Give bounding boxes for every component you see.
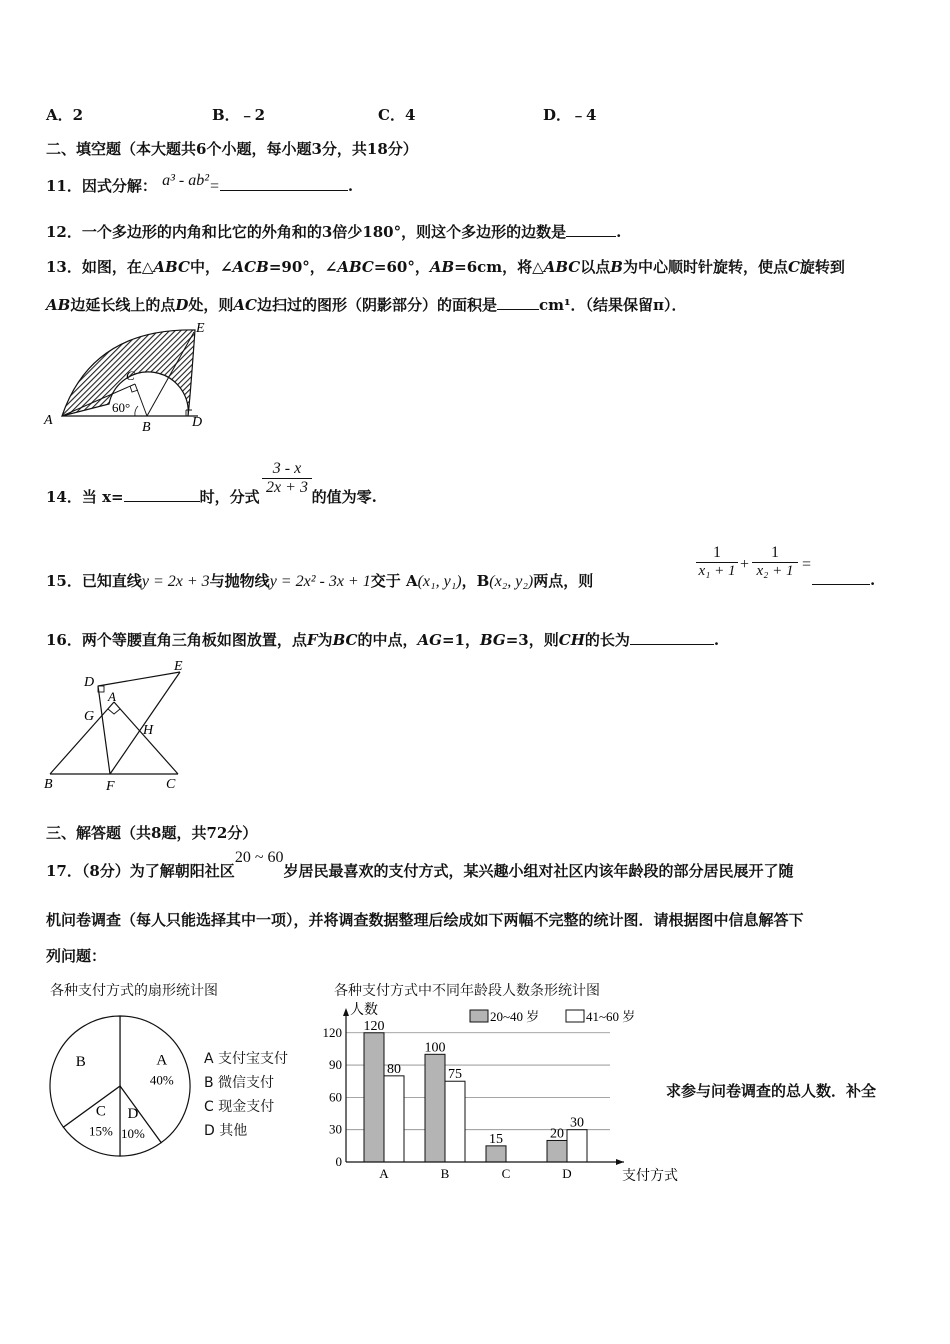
q13-line1	[46, 256, 845, 277]
pie-percent-a: 40%	[149, 1072, 174, 1088]
q13-t5: =6cm，将△	[454, 258, 544, 276]
q14-t1: 14．当 x=	[46, 488, 124, 506]
q13-ab2: AB	[46, 296, 71, 314]
y-axis-label: 人数	[350, 1003, 378, 1018]
q13-t3: =90°，∠	[268, 258, 338, 276]
pie-label-b: B	[75, 1054, 86, 1071]
q15-point-b: (x₂, y₂)	[489, 573, 534, 590]
q14-fraction	[262, 460, 312, 497]
q15-answer	[812, 570, 875, 589]
q11-text: 11．因式分解：	[46, 177, 157, 195]
q13-t4: =60°，	[373, 258, 430, 276]
q17-range: 20 ~ 60	[234, 849, 284, 866]
q15-frac2	[752, 544, 798, 580]
bar-value-label: 15	[489, 1131, 503, 1147]
legend-swatch-series1	[470, 1010, 488, 1022]
q15-answer-blank[interactable]	[812, 570, 870, 585]
bar-b-series2	[445, 1081, 465, 1162]
q17-line1	[46, 849, 794, 881]
q13-ab: AB	[429, 258, 455, 276]
option-a: A．2	[46, 106, 84, 124]
q13-c: C	[787, 258, 800, 276]
q16	[46, 629, 719, 650]
q13-b: B	[610, 258, 623, 276]
label-f: F	[106, 779, 115, 794]
label-60deg: 60°	[112, 400, 131, 415]
pie-percent-d: 10%	[121, 1125, 145, 1141]
q13-t9: 边延长线上的点	[70, 296, 176, 314]
q11-expr: a³ - ab²	[162, 172, 210, 189]
q15-t3: 交于 A	[370, 572, 418, 590]
line-de	[98, 672, 180, 686]
q13-t12: cm¹．（结果保留π）．	[538, 296, 687, 314]
pie-legend-c: C 现金支付	[204, 1099, 275, 1115]
section2-heading: 二、填空题（本大题共6个小题，每小题3分，共18分）	[46, 140, 418, 158]
q12-end: .	[616, 223, 622, 241]
pie-label-d: D	[127, 1105, 139, 1122]
label-g: G	[84, 709, 95, 724]
legend-label-series1: 20~40 岁	[490, 1009, 540, 1024]
pie-legend-d: D 其他	[204, 1123, 248, 1139]
label-a: A	[108, 689, 116, 704]
q15-plus: +	[740, 556, 750, 573]
q14-den: 2x + 3	[262, 478, 312, 497]
q11-eq: =	[209, 178, 220, 195]
pie-legend-b: B 微信支付	[204, 1075, 275, 1091]
pie-legend-a: A 支付宝支付	[204, 1051, 289, 1067]
q15	[46, 570, 593, 591]
q15-frac1	[696, 544, 738, 580]
label-a: A	[44, 413, 53, 428]
option-b: B．﹣2	[212, 106, 266, 124]
q13-t6: 以点	[580, 258, 611, 276]
pie-chart	[44, 1012, 204, 1162]
q16-t5: =3，则	[505, 631, 559, 649]
q16-t6: 的长为	[584, 631, 630, 649]
q16-ch: CH	[558, 631, 585, 649]
bar-a-series2	[384, 1076, 404, 1162]
q15-t2: 与抛物线	[209, 572, 270, 590]
q15-parabola-eq: y = 2x² - 3x + 1	[269, 573, 371, 590]
bar-a-series1	[364, 1033, 384, 1162]
right-angle-a	[108, 709, 120, 714]
q17-t2: 岁居民最喜欢的支付方式，某兴趣小组对社区内该年龄段的部分居民展开了随	[283, 862, 794, 880]
q13-abc3: ABC	[543, 258, 581, 276]
q12	[46, 221, 621, 242]
bar-value-label: 75	[448, 1067, 462, 1083]
q15-end: .	[870, 571, 876, 589]
y-tick-label: 90	[329, 1057, 342, 1073]
q15-t1: 15．已知直线	[46, 572, 142, 590]
section3-heading: 三、解答题（共8题，共72分）	[46, 824, 258, 842]
y-axis-arrow	[343, 1008, 349, 1016]
legend-swatch-series2	[566, 1010, 584, 1022]
legend-label-series2: 41~60 岁	[586, 1009, 636, 1024]
q13-t7: 为中心顺时针旋转，使点	[622, 258, 788, 276]
q13-answer-blank[interactable]	[497, 295, 539, 310]
x-tick-label: B	[440, 1166, 450, 1181]
q14-answer-blank[interactable]	[124, 487, 200, 502]
x-tick-label: D	[562, 1166, 572, 1181]
angle-arc	[135, 406, 138, 416]
q15-point-a: (x₁, y₁)	[417, 573, 462, 590]
bar-d-series2	[567, 1130, 587, 1162]
q12-answer-blank[interactable]	[566, 222, 616, 237]
option-c: C．4	[378, 106, 416, 124]
bar-value-label: 30	[570, 1115, 584, 1131]
q16-t4: =1，	[441, 631, 480, 649]
q15-t4: ，B	[461, 572, 490, 590]
label-e: E	[174, 659, 183, 674]
bar-value-label: 80	[387, 1061, 401, 1077]
q15-f1-den: x₁ + 1	[696, 562, 738, 580]
label-b: B	[44, 777, 53, 792]
q16-bc: BC	[332, 631, 358, 649]
q13-t8: 旋转到	[799, 258, 845, 276]
line-ac	[114, 702, 178, 774]
q13-d: D	[175, 296, 189, 314]
pie-label-c: C	[95, 1103, 106, 1120]
q17-line3: 列问题：	[46, 947, 107, 965]
figure-13	[40, 318, 220, 433]
q16-f: F	[306, 631, 318, 649]
q15-line-eq: y = 2x + 3	[141, 573, 210, 590]
bar-d-series1	[547, 1140, 567, 1162]
q14	[46, 486, 377, 507]
bar-c-series1	[486, 1146, 506, 1162]
label-b: B	[142, 420, 151, 433]
q15-f2-den: x₂ + 1	[752, 562, 798, 580]
q17-t1: 17．（8分）为了解朝阳社区	[46, 862, 235, 880]
q11-end: .	[347, 177, 354, 195]
y-tick-label: 30	[329, 1121, 342, 1137]
bar-chart	[318, 998, 678, 1188]
pie-legend	[204, 1048, 288, 1144]
y-tick-label: 0	[335, 1154, 342, 1169]
label-e: E	[196, 321, 205, 336]
q13-t2: 中，∠	[189, 258, 233, 276]
label-c: C	[166, 777, 176, 792]
pie-title: 各种支付方式的扇形统计图	[50, 983, 218, 999]
q13-abc: ABC	[153, 258, 190, 276]
bar-value-label: 120	[363, 1018, 385, 1034]
q13-ac: AC	[233, 296, 257, 314]
pie-label-a: A	[156, 1052, 168, 1069]
x-tick-label: A	[379, 1166, 389, 1181]
q15-f1-num: 1	[713, 544, 721, 561]
q13-acb: ACB	[232, 258, 269, 276]
q13-line2	[46, 294, 687, 315]
label-d: D	[84, 675, 95, 690]
q14-t2: 时，分式	[199, 488, 260, 506]
bar-b-series1	[425, 1054, 445, 1162]
q17-tail: 求参与问卷调查的总人数．补全	[666, 1082, 877, 1100]
q13-t10: 处，则	[188, 296, 234, 314]
label-c: C	[126, 368, 135, 383]
q16-t2: 为	[317, 631, 333, 649]
q13-abc2: ABC	[337, 258, 374, 276]
q16-ag: AG	[417, 631, 442, 649]
x-axis-label: 支付方式	[622, 1169, 678, 1184]
x-axis-arrow	[616, 1159, 624, 1165]
q15-f2-num: 1	[771, 544, 779, 561]
q11-answer-blank[interactable]	[220, 176, 348, 191]
q16-answer-blank[interactable]	[630, 630, 714, 645]
bar-value-label: 20	[550, 1126, 564, 1142]
line-cb	[135, 384, 147, 416]
x-tick-label: C	[501, 1166, 511, 1181]
q14-t3: 的值为零.	[311, 488, 377, 506]
q15-t5: 两点，则	[533, 572, 594, 590]
option-d: D．﹣4	[543, 106, 597, 124]
label-h: H	[143, 723, 154, 738]
q11	[46, 172, 354, 196]
bar-title: 各种支付方式中不同年龄段人数条形统计图	[334, 983, 600, 999]
q15-eq: =	[802, 556, 812, 573]
q16-bg: BG	[479, 631, 506, 649]
q13-t11: 边扫过的图形（阴影部分）的面积是	[256, 296, 497, 314]
pie-percent-c: 15%	[89, 1123, 113, 1139]
line-ba	[50, 702, 114, 774]
y-tick-label: 120	[322, 1024, 342, 1040]
q13-t1: 13．如图，在△	[46, 258, 154, 276]
figure-16	[40, 652, 200, 794]
y-tick-label: 60	[329, 1089, 342, 1105]
q17-line2: 机问卷调查（每人只能选择其中一项），并将调查数据整理后绘成如下两幅不完整的统计图．请根据图中信息解答下	[46, 911, 804, 929]
q14-num: 3 - x	[272, 460, 302, 477]
q16-end: .	[713, 631, 720, 649]
q12-text: 12．一个多边形的内角和比它的外角和的3倍少180°，则这个多边形的边数是	[46, 223, 567, 241]
label-d: D	[192, 415, 203, 430]
q16-t1: 16．两个等腰直角三角板如图放置，点	[46, 631, 307, 649]
bar-value-label: 100	[424, 1040, 446, 1056]
q16-t3: 的中点，	[357, 631, 418, 649]
